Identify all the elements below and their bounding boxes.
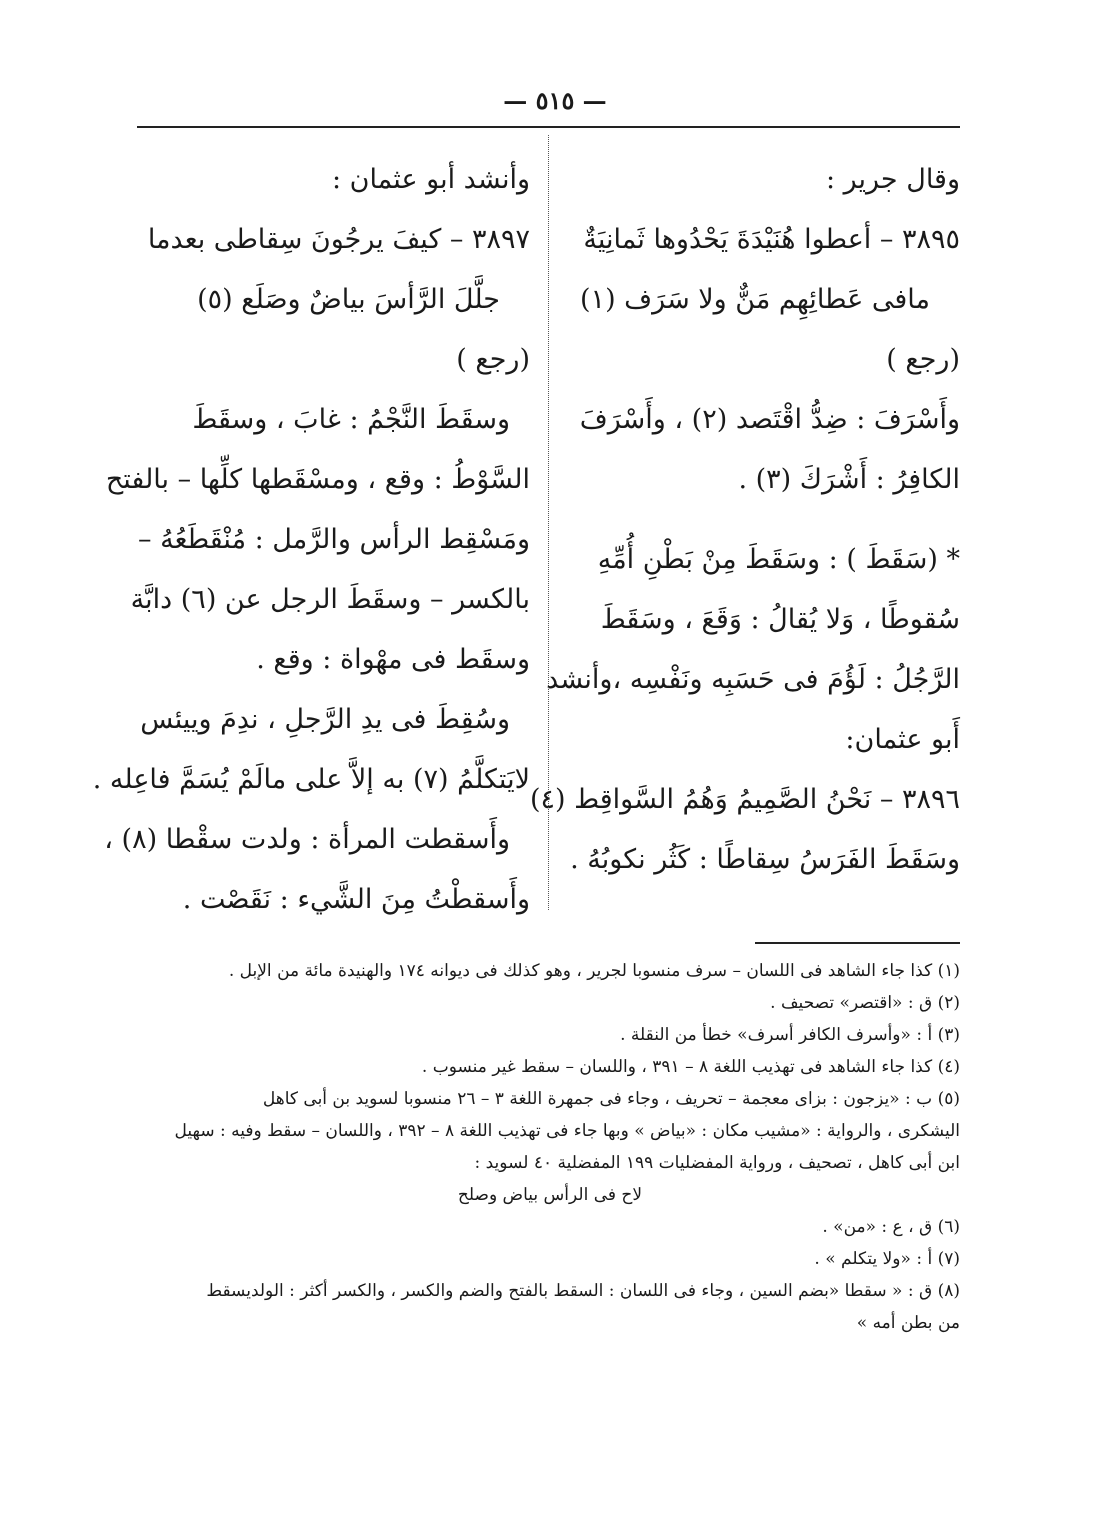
text-line: وسقَطَ النَّجْمُ : غابَ ، وسقَطَ [192,404,510,435]
footnote: من بطن أمه » [856,1313,960,1333]
column-divider [548,135,549,910]
verse-line: مافى عَطائِهِم مَنٌّ ولا سَرَف (١) [580,284,930,315]
text-line: بالكسر – وسقَطَ الرجل عن (٦) دابَّة [130,584,530,615]
footnotes [140,955,960,1339]
footnote: (٨) ق : « سقطا «بضم السين ، وجاء فى اللسان : السقط بالفتح والضم والكسر ، والكسر أكثر : الولديسقط [206,1281,960,1301]
verse-line: ٣٨٩٧ – كيفَ يرجُونَ سِقاطى بعدما [147,224,530,255]
text-line: وأَسقطت المرأة : ولدت سقْطا (٨) ، [104,824,510,855]
footnote: (٧) أ : «ولا يتكلم » . [814,1249,960,1269]
footnote: (٦) ق ، ع : «من» . [822,1217,960,1237]
text-line: ومَسْقِط الرأس والرَّمل : مُنْقَطَعُهُ – [138,524,530,555]
text-line: وقال جرير : [825,164,960,195]
reference-note: (رجع ) [456,344,530,375]
text-line: سُقوطًا ، وَلا يُقالُ : وَقَعَ ، وسَقَطَ [600,604,960,635]
footnote: ابن أبى كاهل ، تصحيف ، ورواية المفضليات ١٩٩ المفضلية ٤٠ لسويد : [474,1153,960,1173]
footnote-verse: لاح فى الرأس بياض وصلح [457,1185,643,1205]
footnote: (٥) ب : «يزجون : بزاى معجمة – تحريف ، وجاء فى جمهرة اللغة ٣ – ٢٦ منسوبا لسويد بن أبى كاهل [262,1089,960,1109]
text-line: الرَّجُلُ : لَؤُمَ فى حَسَبِه ونَفْسِه ،وأنشد [546,664,960,695]
footnote: (٢) ق : «اقتصر» تصحيف . [770,993,960,1013]
footnote-rule [755,942,960,944]
text-line: وأنشد أبو عثمان : [331,164,530,195]
footnote: اليشكرى ، والرواية : «مشيب مكان : «بياض » وبها جاء فى تهذيب اللغة ٨ – ٣٩٢ ، واللسان – سقط وفيه : سهيل [174,1121,960,1141]
text-line: الكافِرُ : أَشْرَكَ (٣) . [738,464,960,495]
text-line: وأَسقطْتُ مِنَ الشَّيء : نَقَصْت . [182,884,530,915]
footnote: (٣) أ : «وأسرف الكافر أسرف» خطأ من النقلة . [620,1025,960,1045]
text-line: السَّوْطُ : وقع ، ومسْقَطها كلِّها – بالفتح [105,464,530,495]
verse-line: ٣٨٩٥ – أعطوا هُنَيْدَةَ يَحْدُوها ثَمانِيَةٌ [583,224,960,255]
header-rule [137,126,960,128]
footnote: (١) كذا جاء الشاهد فى اللسان – سرف منسوبا لجرير ، وهو كذلك فى ديوانه ١٧٤ والهنيدة مائة من الإبل . [228,961,960,981]
verse-line: ٣٨٩٦ – نَحْنُ الصَّمِيمُ وَهُمُ السَّواقِط (٤) [529,784,960,815]
text-line: وسُقِطَ فى يدِ الرَّجلِ ، ندِمَ وييئس [140,704,510,735]
spacer [570,510,960,530]
reference-note: (رجع ) [886,344,960,375]
text-line: أَبو عثمان: [845,724,960,755]
verse-line: جلَّلَ الرَّأسَ بياضٌ وصَلَع (٥) [197,284,500,315]
entry-heading-line: * (سَقَطَ ) : وسَقَطَ مِنْ بَطْنِ أُمِّهِ [597,544,960,575]
left-column [92,150,530,930]
footnote: (٤) كذا جاء الشاهد فى تهذيب اللغة ٨ – ٣٩١ ، واللسان – سقط غير منسوب . [421,1057,960,1077]
page-number: — ٥١٥ — [503,86,607,115]
text-line: وأَسْرَفَ : ضِدُّ اقْتَصد (٢) ، وأَسْرَفَ [579,404,960,435]
text-line: وسَقَطَ الفَرَسُ سِقاطًا : كَثُر نكوبُهُ . [570,844,960,875]
text-line: لايَتكلَّمُ (٧) به إلاَّ على مالَمْ يُسَمَّ فاعِله . [92,764,530,795]
text-line: وسقَط فى مهْواة : وقع . [256,644,530,675]
right-column [529,150,960,890]
